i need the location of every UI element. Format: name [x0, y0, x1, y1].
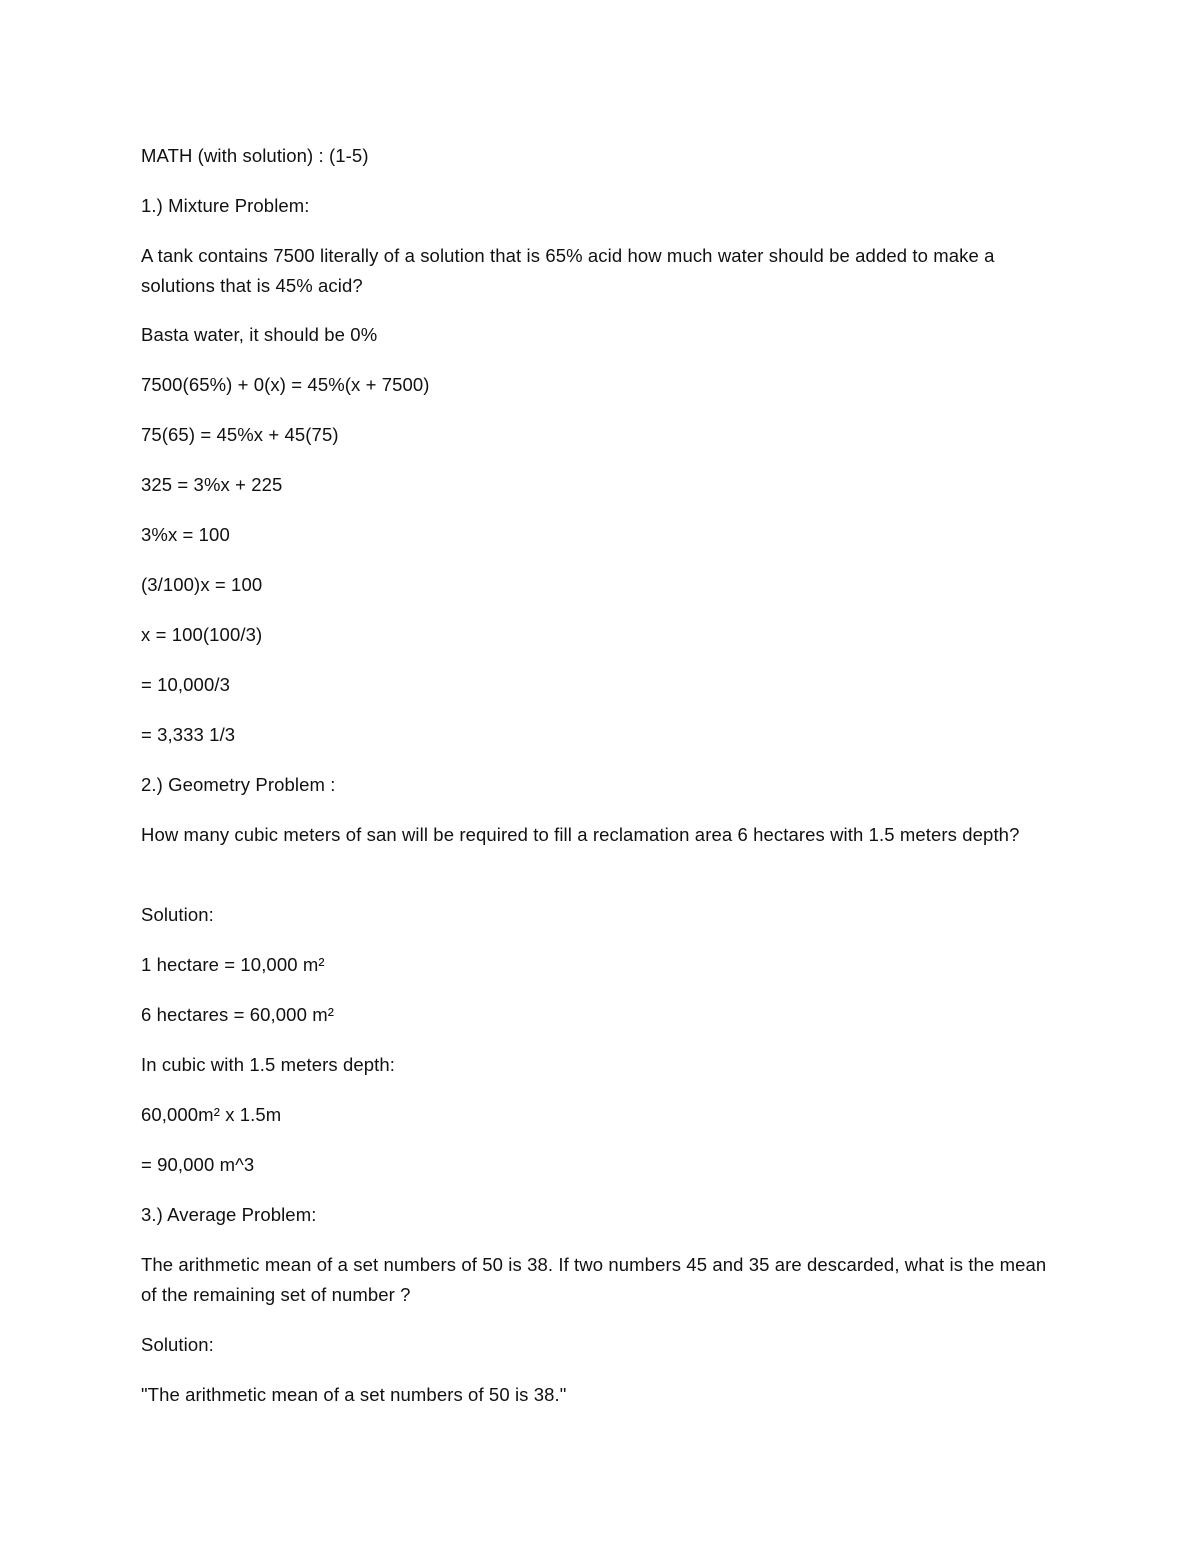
problem1-step: 75(65) = 45%x + 45(75) — [141, 424, 339, 445]
problem2-step: In cubic with 1.5 meters depth: — [141, 1054, 396, 1075]
problem2-step: 60,000m² x 1.5m — [141, 1104, 282, 1125]
problem2-solution-label: Solution: — [141, 904, 214, 925]
problem1-step: 325 = 3%x + 225 — [141, 474, 283, 495]
document-heading: MATH (with solution) : (1-5) — [141, 145, 369, 166]
problem1-step: = 3,333 1/3 — [141, 724, 236, 745]
problem2-question: How many cubic meters of san will be required to fill a reclamation area 6 hectares with 1.5 meters depth? — [141, 824, 1020, 845]
problem3-quote: "The arithmetic mean of a set numbers of 50 is 38." — [141, 1384, 567, 1405]
problem3-question: The arithmetic mean of a set numbers of 50 is 38. If two numbers 45 and 35 are descarded, what is the mean of the remaining set of number ? — [141, 1254, 1047, 1305]
problem1-step: 7500(65%) + 0(x) = 45%(x + 7500) — [141, 374, 430, 395]
problem2-step: 1 hectare = 10,000 m² — [141, 954, 325, 975]
problem3-solution-label: Solution: — [141, 1334, 214, 1355]
problem1-step: (3/100)x = 100 — [141, 574, 263, 595]
problem1-step: 3%x = 100 — [141, 524, 230, 545]
problem2-step: 6 hectares = 60,000 m² — [141, 1004, 334, 1025]
problem2-title: 2.) Geometry Problem : — [141, 774, 336, 795]
problem2-step: = 90,000 m^3 — [141, 1154, 255, 1175]
problem3-title: 3.) Average Problem: — [141, 1204, 317, 1225]
problem1-step: x = 100(100/3) — [141, 624, 263, 645]
problem1-question: A tank contains 7500 literally of a solution that is 65% acid how much water should be added to make a solutions that is 45% acid? — [141, 245, 995, 296]
problem1-step: = 10,000/3 — [141, 674, 230, 695]
problem1-title: 1.) Mixture Problem: — [141, 195, 310, 216]
problem1-note: Basta water, it should be 0% — [141, 324, 378, 345]
